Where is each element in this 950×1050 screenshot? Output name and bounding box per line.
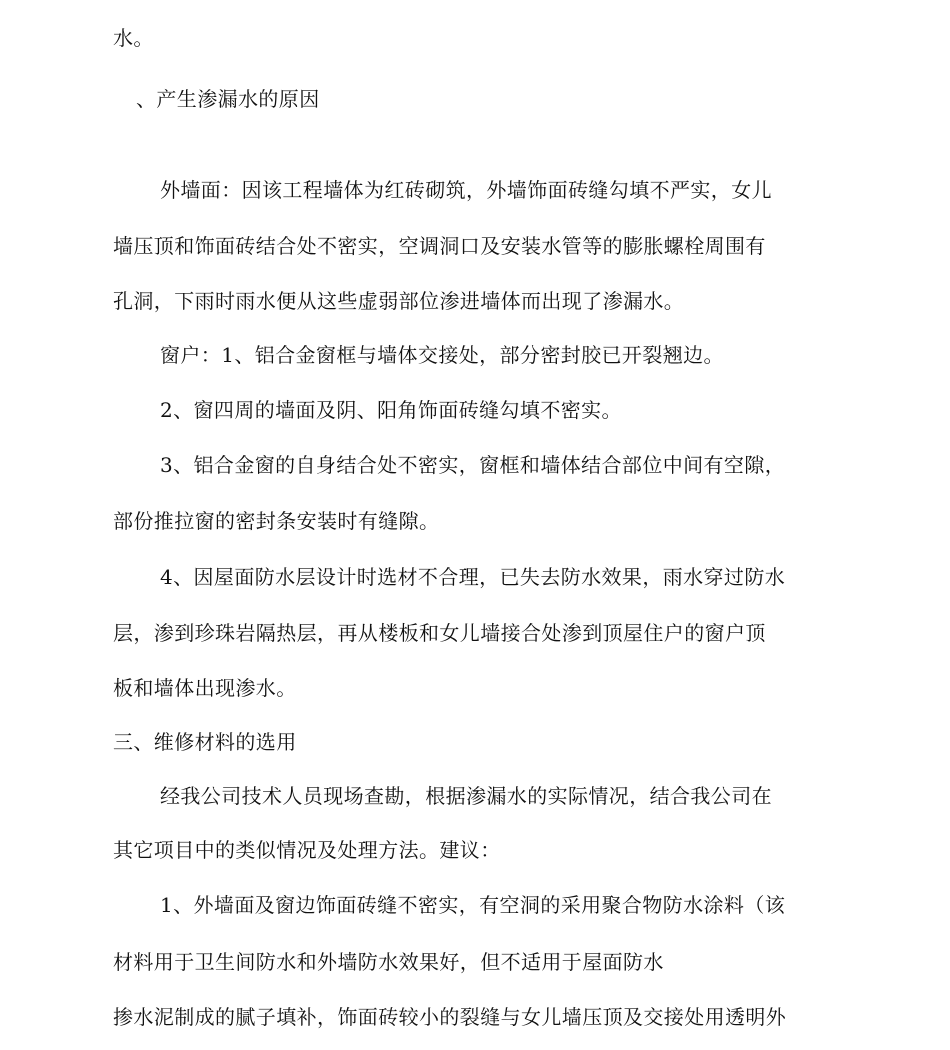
text-line: 墙压顶和饰面砖结合处不密实，空调洞口及安装水管等的膨胀螺栓周围有 [113,234,766,258]
section-heading: 三、维修材料的选用 [113,730,297,754]
text-line: 水。 [113,26,154,50]
text-line: 部份推拉窗的密封条安装时有缝隙。 [113,509,440,533]
text-line: 材料用于卫生间防水和外墙防水效果好，但不适用于屋面防水 [113,950,664,974]
text-line: 窗户：1、铝合金窗框与墙体交接处，部分密封胶已开裂翘边。 [160,343,724,367]
text-line: 经我公司技术人员现场查勘，根据渗漏水的实际情况，结合我公司在 [160,784,772,808]
text-line: 1、外墙面及窗边饰面砖缝不密实，有空洞的采用聚合物防水涂料（该 [160,893,786,917]
text-line: 板和墙体出现渗水。 [113,676,297,700]
text-line: 层，渗到珍珠岩隔热层，再从楼板和女儿墙接合处渗到顶屋住户的窗户顶 [113,621,766,645]
section-heading: 、产生渗漏水的原因 [136,87,320,111]
text-line: 2、窗四周的墙面及阴、阳角饰面砖缝勾填不密实。 [160,398,622,422]
text-line: 3、铝合金窗的自身结合处不密实，窗框和墙体结合部位中间有空隙， [160,453,786,477]
text-line: 孔洞，下雨时雨水便从这些虚弱部位渗进墙体而出现了渗漏水。 [113,289,685,313]
text-line: 4、因屋面防水层设计时选材不合理，已失去防水效果，雨水穿过防水 [160,565,786,589]
text-line: 外墙面：因该工程墙体为红砖砌筑，外墙饰面砖缝勾填不严实，女儿 [160,178,772,202]
text-line: 掺水泥制成的腻子填补，饰面砖较小的裂缝与女儿墙压顶及交接处用透明外 [113,1005,787,1029]
text-line: 其它项目中的类似情况及处理方法。建议： [113,838,501,862]
